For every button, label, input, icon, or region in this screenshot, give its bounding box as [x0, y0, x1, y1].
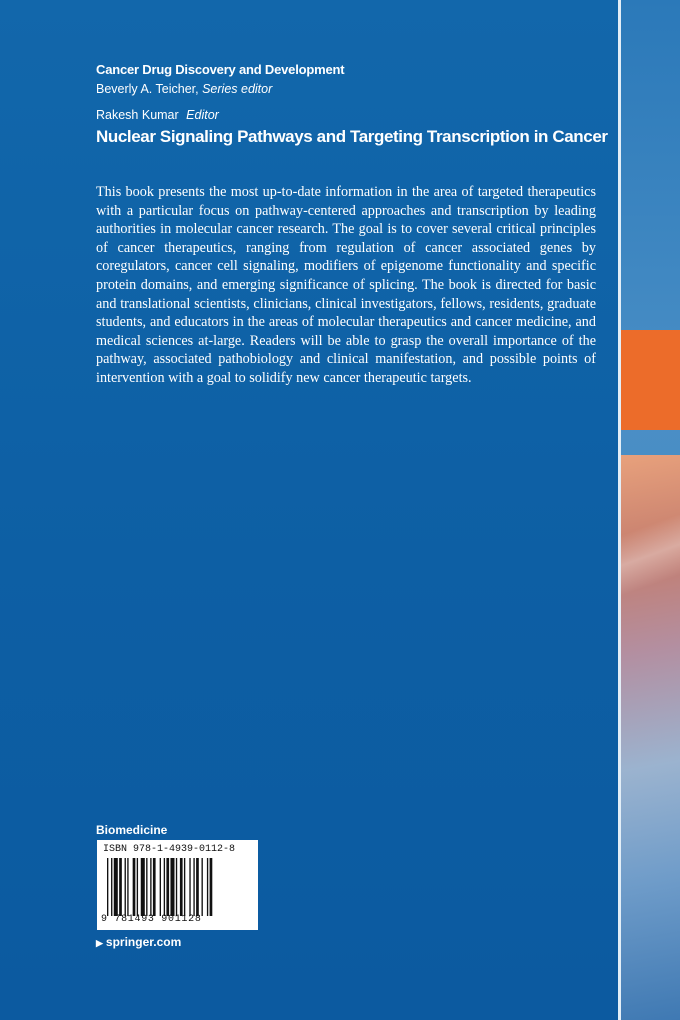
book-editor-name: Rakesh Kumar	[96, 108, 179, 122]
book-editor-role: Editor	[186, 108, 219, 122]
book-title: Nuclear Signaling Pathways and Targeting Transcription in Cancer	[96, 127, 608, 146]
spine-orange-band	[621, 330, 680, 430]
subject-category: Biomedicine	[96, 823, 168, 837]
publisher-website[interactable]	[96, 935, 181, 949]
book-description: This book presents the most up-to-date information in the area of targeted therapeutics with a particular focus on pathway-centered approaches and transcription by leading authorities in molecular cancer research. The goal is to cover several critical principles of cancer therapeutics, ranging from regulation of cancer associated genes by coregulators, cancer cell signaling, modifiers of epigenome functionality and specific protein domains, and emerging significance of splicing. The book is directed for basic and translational scientists, clinicians, clinical investigators, fellows, residents, graduate students, and educators in the areas of molecular therapeutics and cancer medicine, and medical sciences at-large. Readers will be able to grasp the overall importance of the pathway, associated pathobiology and clinical manifestation, and possible points of intervention with a goal to solidify new cancer therapeutic targets.	[96, 184, 596, 386]
series-editor-name: Beverly A. Teicher,	[96, 82, 199, 96]
website-url: springer.com	[105, 935, 182, 949]
triangle-right-icon: ▶	[96, 938, 103, 948]
book-editor	[96, 108, 219, 122]
series-title: Cancer Drug Discovery and Development	[96, 62, 345, 77]
spine-cover-image	[621, 455, 680, 1020]
barcode-number: 9 781493 901128	[101, 914, 202, 925]
series-editor-role: Series editor	[202, 82, 273, 96]
series-editor	[96, 82, 272, 96]
isbn-label: ISBN 978-1-4939-0112-8	[103, 844, 236, 855]
isbn-barcode	[97, 840, 258, 930]
barcode-bars	[107, 858, 253, 916]
